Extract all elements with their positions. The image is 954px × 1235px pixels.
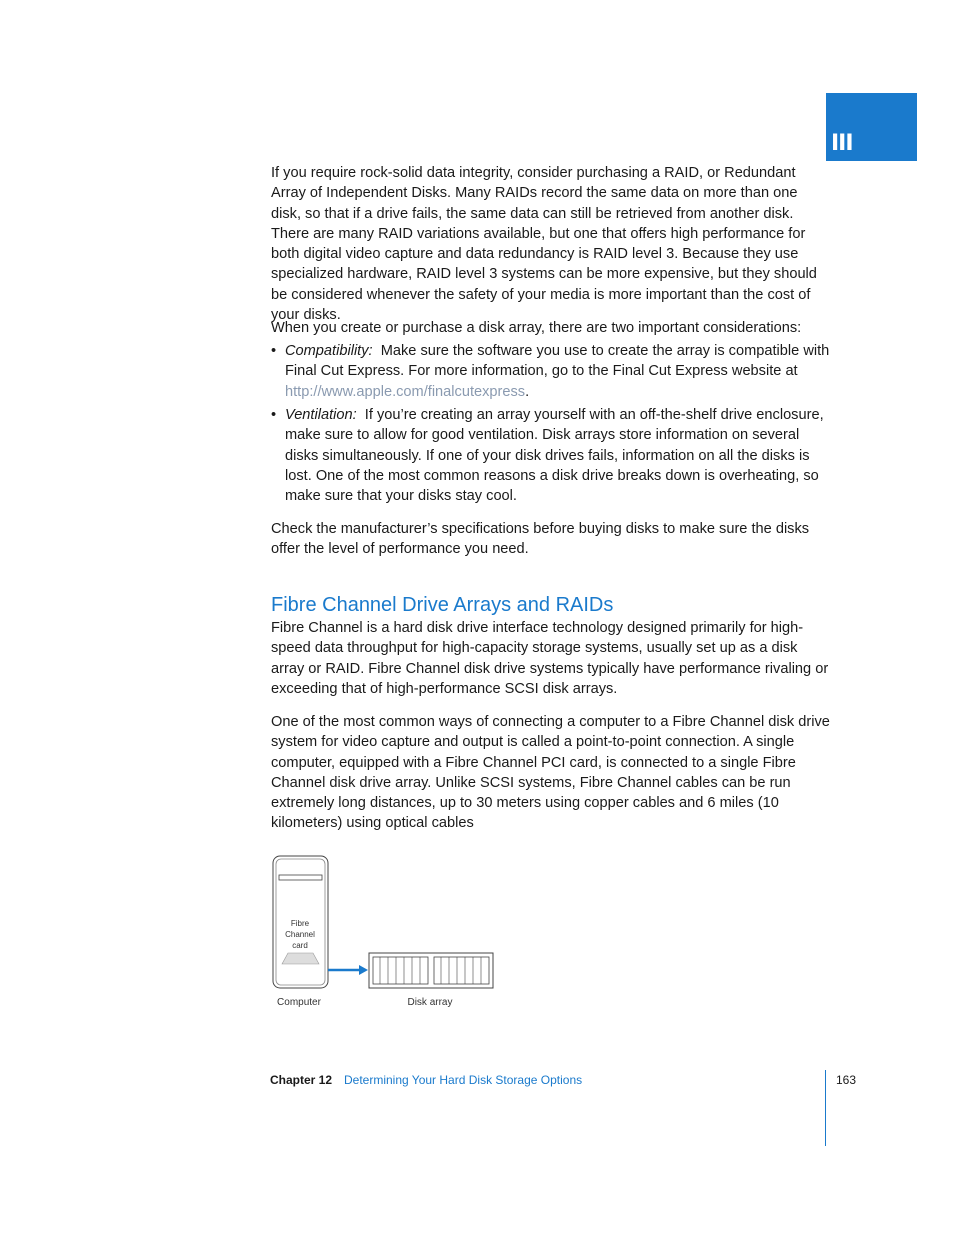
- disk-array: [369, 953, 493, 988]
- bullet-ventilation: [285, 405, 830, 506]
- paragraph-point-to-point: One of the most common ways of connecting a computer to a Fibre Channel disk drive system for video capture and output is called a point-to-point connection. A single computer, equipped with a Fibre Channel PCI card, is connected to a single Fibre Channel disk drive array. Unlike SCSI systems, Fibre Channel cables can be run extremely long distances, up to 30 meters using copper cables and 6 miles (10 kilometers) using optical cables: [271, 714, 830, 832]
- bullet-marker: •: [271, 407, 277, 423]
- paragraph-specifications: Check the manufacturer’s specifications before buying disks to make sure the disks offer the level of performance you need.: [271, 521, 810, 558]
- section-heading: Fibre Channel Drive Arrays and RAIDs: [271, 594, 614, 616]
- card-label-line: card: [292, 941, 308, 950]
- card-label-line: Fibre: [290, 919, 310, 928]
- bullet-term: Ventilation:: [285, 407, 357, 423]
- page-number: 163: [836, 1073, 857, 1087]
- paragraph-raid-intro: If you require rock-solid data integrity, consider purchasing a RAID, or Redundant Array of Independent Disks. Many RAIDs record the same data on more than one disk, so that if a drive fails, the same data can still be retrieved from another disk. There are many RAID variations available, but one that offers high performance for both digital video capture and data redundancy is RAID level 3. Because they use specialized hardware, RAID level 3 systems can be more expensive, but they should be considered whenever the safety of your media is more important than the cost of your disks.: [271, 165, 817, 324]
- bullet-marker: •: [271, 343, 277, 359]
- footer-divider: [825, 1070, 826, 1146]
- connector-arrow: [328, 965, 368, 975]
- disk-array-label: Disk array: [407, 997, 453, 1008]
- section-tab: III: [826, 93, 917, 161]
- footer-chapter: Chapter 12: [270, 1073, 333, 1087]
- paragraph-considerations: When you create or purchase a disk array, there are two important considerations:: [271, 320, 802, 336]
- bullet-term: Compatibility:: [285, 343, 373, 359]
- bullet-body: If you’re creating an array yourself with an off-the-shelf drive enclosure, make sure to allow for good ventilation. Disk arrays store information on several disks simultaneously. If one of your disk drives fails, information on all the disks is lost. One of the most common reasons a disk drive breaks down is overheating, so make sure that your disks stay cool.: [285, 407, 824, 505]
- card-label-line: Channel: [285, 930, 315, 939]
- bullet-compatibility: [285, 341, 830, 402]
- bullet-body: Make sure the software you use to create the array is compatible with Final Cut Express. For more information, go to the Final Cut Express website at: [285, 343, 830, 380]
- bullet-end: .: [525, 383, 530, 400]
- footer-chapter-title[interactable]: Determining Your Hard Disk Storage Options: [344, 1073, 583, 1087]
- paragraph-fibre-intro: Fibre Channel is a hard disk drive interface technology designed primarily for high-speed data throughput for high-capacity storage systems, usually set up as a disk array or RAID. Fibre Channel disk drive systems typically have performance rivaling or exceeding that of high-performance SCSI disk arrays.: [271, 620, 829, 697]
- website-link[interactable]: http://www.apple.com/finalcutexpress: [285, 383, 526, 400]
- connection-diagram: [265, 850, 505, 1015]
- computer-label: Computer: [277, 997, 321, 1008]
